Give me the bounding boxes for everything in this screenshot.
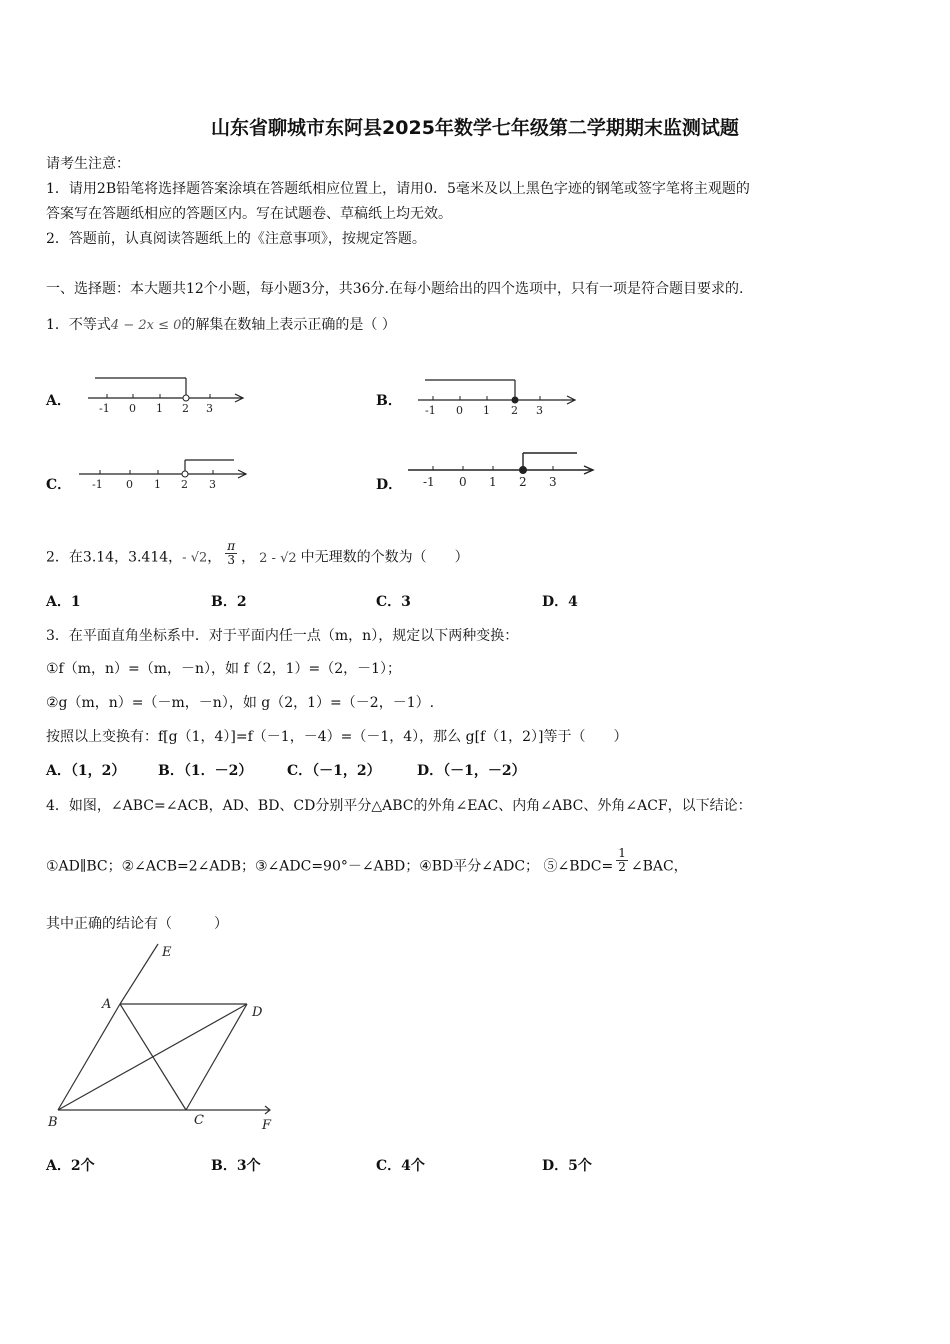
q4-geometry-figure [40,938,285,1136]
q3-option-a[interactable]: A．（1，2） [46,763,126,779]
q2-neg-sqrt2: - √2 [182,550,208,566]
q2-option-a[interactable]: A．1 [46,594,81,610]
question-2 [46,539,469,571]
q1-option-c-numberline [76,454,251,500]
tick-label: 1 [156,402,163,415]
fraction-denominator: 2 [618,860,626,874]
q1-option-c-label[interactable]: C． [46,477,72,493]
tick-label: 3 [536,404,543,417]
q2-separator: ， [241,549,256,566]
tick-label: 0 [456,404,463,417]
q1-option-d-label[interactable]: D． [376,477,403,493]
question-1 [46,314,396,334]
tick-label: -1 [92,478,103,491]
tick-label: 1 [483,404,490,417]
q2-option-b[interactable]: B．2 [211,594,247,610]
q1-prefix: 1．不等式 [46,317,111,333]
point-label-b: B [48,1115,58,1130]
segment-bd [58,1004,247,1110]
fraction-numerator: π [227,539,236,553]
tick-label: 2 [182,402,189,415]
point-label-e: E [162,945,172,960]
tick-label: 3 [549,475,557,489]
section-heading: 一、选择题：本大题共12个小题，每小题3分，共36分.在每小题给出的四个选项中，只有一项是符合题目要求的. [46,281,744,297]
q3-line-3: ②g（m，n）=（－m，－n），如 g（2，1）=（－2，－1）. [46,695,435,711]
q1-option-a-label[interactable]: A． [46,393,71,409]
q4-conclusions: ①AD∥BC；②∠ACB=2∠ADB；③∠ADC=90°－∠ABD；④BD平分∠ADC； ⑤∠BDC= [46,858,614,875]
tick-label: 0 [126,478,133,491]
q3-line-2: ①f（m，n）=（m，－n），如 f（2，1）=（2，－1）； [46,661,402,677]
notice-line-2: 答案写在答题纸相应的答题区内。写在试题卷、草稿纸上均无效。 [46,206,452,222]
q3-line-1: 3．在平面直角坐标系中．对于平面内任一点（m，n），规定以下两种变换： [46,628,519,644]
q2-separator: ， [207,549,222,566]
q3-line-4: 按照以上变换有：f[g（1，4）]=f（－1，－4）=（－1，4），那么 g[f（1，2）]等于（ ） [46,729,628,745]
q3-option-b[interactable]: B．（1．－2） [158,763,253,779]
point-label-f: F [262,1118,272,1133]
tick-label: -1 [425,404,436,417]
q4-half-fraction [616,847,628,874]
tick-label: 3 [206,402,213,415]
page-title: 山东省聊城市东阿县2025年数学七年级第二学期期末监测试题 [211,117,739,139]
tick-label: 0 [129,402,136,415]
notice-line-3: 2．答题前，认真阅读答题纸上的《注意事项》，按规定答题。 [46,231,426,247]
tick-label: 2 [181,478,188,491]
q3-option-d[interactable]: D．（－1，－2） [417,763,526,779]
q1-option-d-numberline [405,448,595,494]
segment-cd [186,1004,247,1110]
q3-option-c[interactable]: C．（－1，2） [287,763,381,779]
q2-prefix: 2．在3.14，3.414， [46,549,183,566]
tick-label: 2 [519,475,527,489]
q2-option-d[interactable]: D．4 [542,594,578,610]
fraction-denominator: 3 [227,553,236,567]
q4-line-3: 其中正确的结论有（ ） [46,916,228,932]
q1-option-b-numberline [415,372,580,418]
point-label-a: A [102,997,112,1012]
tick-label: 1 [489,475,497,489]
q4-line-1: 4．如图，∠ABC=∠ACB，AD、BD、CD分别平分△ABC的外角∠EAC、内角∠ABC、外角∠ACF，以下结论： [46,798,752,814]
tick-label: -1 [423,475,435,489]
tick-label: -1 [99,402,110,415]
tick-label: 1 [154,478,161,491]
tick-label: 3 [209,478,216,491]
q4-option-a[interactable]: A．2个 [46,1158,95,1174]
point-label-c: C [194,1113,204,1128]
fraction-numerator: 1 [618,846,626,860]
segment-ab [58,1004,120,1110]
ray-ae [120,944,158,1004]
notice-heading: 请考生注意： [46,156,130,172]
tick-label: 2 [511,404,518,417]
tick-label: 0 [459,475,467,489]
q4-line-2 [46,846,688,880]
point-label-d: D [252,1005,263,1020]
q1-option-a-numberline [85,370,250,416]
q2-pi-over-3 [225,540,237,567]
q2-suffix: 中无理数的个数为（ ） [300,549,469,566]
notice-line-1: 1．请用2B铅笔将选择题答案涂填在答题纸相应位置上，请用0．5毫米及以上黑色字迹的钢笔或签字笔将主观题的 [46,181,750,197]
q1-option-b-label[interactable]: B． [376,393,402,409]
q2-option-c[interactable]: C．3 [376,594,411,610]
q4-option-d[interactable]: D．5个 [542,1158,592,1174]
q2-expression: 2 - √2 [259,550,297,566]
q4-option-b[interactable]: B．3个 [211,1158,261,1174]
q1-suffix: 的解集在数轴上表示正确的是（ ） [181,317,396,333]
q1-inequality: 4 − 2x ≤ 0 [110,318,182,333]
q4-option-c[interactable]: C．4个 [376,1158,425,1174]
q4-conclusions-end: ∠BAC， [630,858,688,875]
